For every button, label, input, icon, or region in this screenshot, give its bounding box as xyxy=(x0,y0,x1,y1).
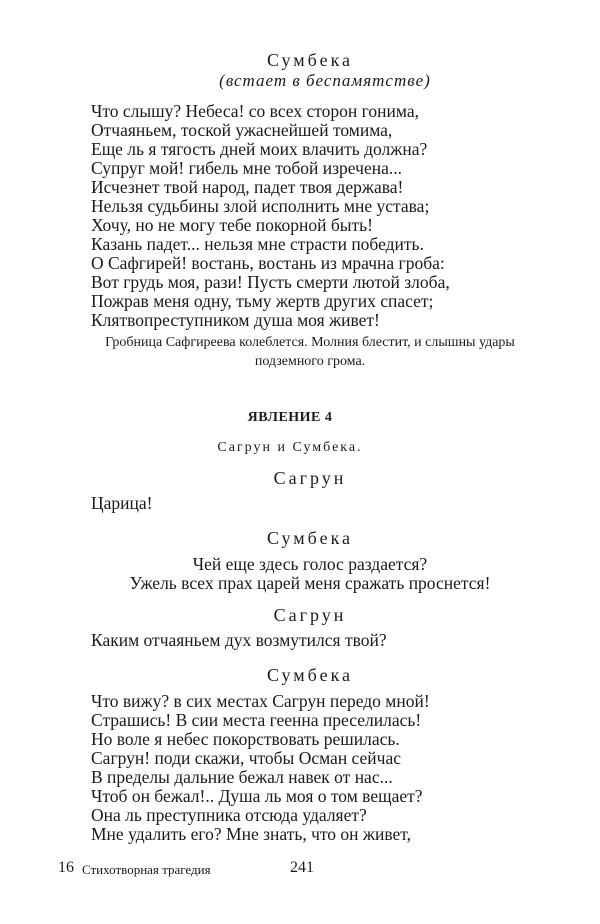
scene-persons: Сагрун и Сумбека. xyxy=(217,440,363,455)
verse-line: Каким отчаяньем дух возмутился твой? xyxy=(91,630,387,650)
verse-block-4 xyxy=(91,631,387,650)
stage-note-line: Гробница Сафгиреева колеблется. Молния блестит, и слышны удары xyxy=(105,335,515,350)
verse-line: Пожрав меня одну, тьму жертв других спасет; xyxy=(91,291,434,311)
verse-line: Что слышу? Небеса! со всех сторон гонима, xyxy=(91,101,419,121)
verse-line: Вот грудь моя, рази! Пусть смерти лютой злоба, xyxy=(91,272,450,292)
verse-line: Царица! xyxy=(91,493,153,513)
verse-line: Чей еще здесь голос раздается? xyxy=(192,554,428,574)
verse-line: Нельзя судьбины злой исполнить мне устава; xyxy=(91,196,430,216)
speaker-sagrun: Сагрун xyxy=(273,468,347,488)
verse-block-5 xyxy=(91,692,430,844)
verse-line: Сагрун! поди скажи, чтобы Осман сейчас xyxy=(91,748,402,768)
verse-line: О Сафгирей! востань, востань из мрачна гроба: xyxy=(91,253,445,273)
scene-title: ЯВЛЕНИЕ 4 xyxy=(247,410,333,425)
page-number: 241 xyxy=(290,859,314,876)
verse-line: Хочу, но не могу тебе покорной быть! xyxy=(91,215,373,235)
verse-block-3 xyxy=(60,555,560,593)
verse-line: Отчаяньем, тоской ужаснейшей томима, xyxy=(91,120,393,140)
speaker-sagrun: Сагрун xyxy=(273,605,347,625)
verse-block-1 xyxy=(91,102,450,330)
verse-line: Чтоб он бежал!.. Душа ль моя о том вещает? xyxy=(91,786,423,806)
verse-line: Она ль преступника отсюда удаляет? xyxy=(91,805,367,825)
speaker-sumbeka: Сумбека xyxy=(266,528,354,548)
verse-line: Исчезнет твой народ, падет твоя держава! xyxy=(91,177,404,197)
verse-line: Мне удалить его? Мне знать, что он живет, xyxy=(91,824,412,844)
speaker-sumbeka: Сумбека xyxy=(266,665,354,685)
verse-line: Супруг мой! гибель мне тобой изречена... xyxy=(91,158,402,178)
stage-note xyxy=(40,333,580,371)
verse-line: Но воле я небес покорствовать решилась. xyxy=(91,729,400,749)
verse-line: Еще ль я тягость дней моих влачить должна? xyxy=(91,139,428,159)
verse-line: В пределы дальние бежал навек от нас... xyxy=(91,767,393,787)
verse-line: Казань падет... нельзя мне страсти победить. xyxy=(91,234,424,254)
verse-line: Ужель всех прах царей меня сражать проснется! xyxy=(129,573,491,593)
verse-line: Что вижу? в сих местах Сагрун передо мной! xyxy=(91,691,430,711)
verse-line: Страшись! В сии места геенна преселилась! xyxy=(91,710,422,730)
signature-title: Стихотворная трагедия xyxy=(82,862,211,877)
verse-line: Клятвопреступником душа моя живет! xyxy=(91,310,380,330)
speaker-sumbeka: Сумбека xyxy=(266,50,354,70)
stage-note-line: подземного грома. xyxy=(254,354,366,369)
signature-number: 16 xyxy=(58,859,74,876)
verse-block-2 xyxy=(91,494,152,513)
stage-direction: (встает в беспамятстве) xyxy=(219,71,431,90)
